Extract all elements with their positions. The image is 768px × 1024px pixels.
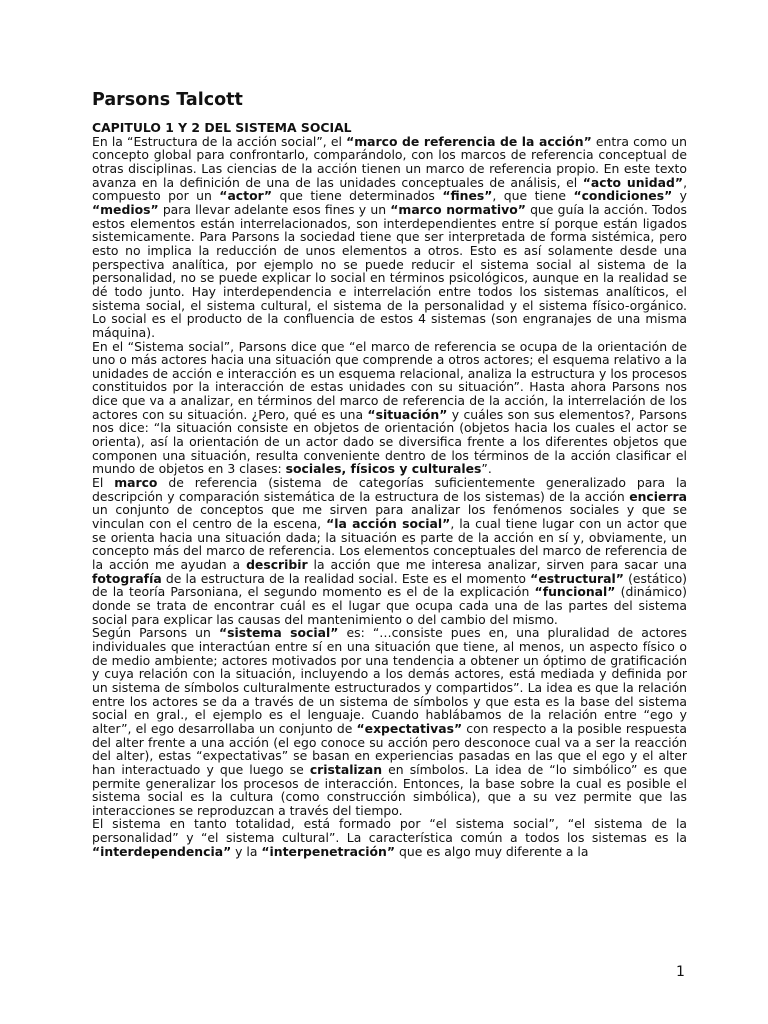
text-run: de referencia (sistema de categorías suficientemente generalizado para la descripción y comparación sistemática de la estructura de los sistemas) de la acción bbox=[92, 475, 687, 504]
text-run: El sistema en tanto totalidad, está formado por “el sistema social”, “el sistema de la personalidad” y “el sistema cultural”. La característica común a todos los sistemas es la bbox=[92, 816, 687, 846]
bold-term: marco bbox=[114, 475, 158, 491]
text-run: , la cual tiene lugar con un actor que se orienta hacia una situación dada; la situación es parte de la acción en sí y, obviamente, un concepto más del marco de referencia. Los elementos conceptuales del marco de referencia de la acción me ayudan a bbox=[92, 516, 687, 572]
text-run: es: “…consiste pues en, una pluralidad de actores individuales que interactúan entre sí en una situación que tiene, al menos, un aspecto físico o de medio ambiente; actores motivados por una tendencia a obtener un óptimo de gratificación y cuya relación con la situación, incluyendo a los demás actores, está mediada y definida por un sistema de símbolos culturalmente estructurados y compartidos”. La idea es que la relación entre los actores se da a través de un sistema de símbolos y que esta es la base del sistema social en gral., el ejemplo es el lenguaje. Cuando hablábamos de la relación entre “ego y alter”, el ego desarrollaba un conjunto de bbox=[92, 625, 688, 736]
bold-term: “situación” bbox=[367, 406, 448, 422]
paragraph bbox=[92, 340, 687, 477]
text-run: que guía la acción. Todos estos elementos están interrelacionados, son interdependientes entre sí porque están ligados sistemicamente. Para Parsons la sociedad tiene que ser interpretada de forma sistémica, pero esto no implica la reducción de unos elementos a otros. Esto es así solamente desde una perspectiva analítica, por ejemplo no se puede reducir el sistema social al sistema de la personalidad, no se puede explicar lo social en términos psicológicos, aunque en la realidad se dé todo junto. Hay interdependencia e interrelación entre todos los sistemas analíticos, el sistema social, el sistema cultural, el sistema de la personalidad y el sistema físico-orgánico. Lo social es el producto de la confluencia de estos 4 sistemas (son engranajes de una misma máquina). bbox=[92, 201, 687, 340]
text-run: En la “Estructura de la acción social”, el bbox=[92, 133, 347, 149]
text-run: para llevar adelante esos fines y un bbox=[158, 201, 391, 217]
page-number: 1 bbox=[676, 964, 685, 980]
text-run: en símbolos. La idea de “lo simbólico” es que permite generalizar los procesos de interacción. Entonces, la base sobre la cual es posible el sistema social es la cultura (como construcción simbólica), que a su vez permite que las interacciones se reproduzcan a través del tiempo. bbox=[92, 761, 688, 818]
text-run: y cuáles son sus elementos?, Parsons nos dice: “la situación consiste en objetos de orientación (objetos hacia los cuales el actor se orienta), así la orientación de un actor dado se diversifica frente a los diferentes objetos que componen una situación, resulta conveniente dentro de los términos de la acción clasificar el mundo de objetos en 3 clases: bbox=[92, 406, 687, 477]
bold-term: “medios” bbox=[92, 201, 159, 217]
text-run: , que tiene bbox=[492, 188, 574, 204]
paragraph bbox=[92, 817, 687, 858]
chapter-heading: CAPITULO 1 Y 2 DEL SISTEMA SOCIAL bbox=[92, 120, 352, 135]
bold-term: “actor” bbox=[219, 188, 273, 204]
bold-term: fotografía bbox=[92, 570, 162, 586]
text-run: y bbox=[672, 188, 688, 204]
text-run: y la bbox=[231, 843, 262, 859]
text-run: que tiene determinados bbox=[272, 188, 443, 204]
bold-term: “acto unidad” bbox=[582, 174, 684, 190]
text-run: que es algo muy diferente a la bbox=[395, 843, 589, 859]
bold-term: cristalizan bbox=[309, 761, 383, 777]
bold-term: “marco normativo” bbox=[390, 201, 526, 217]
paragraph bbox=[92, 135, 687, 340]
bold-term: “interpenetración” bbox=[261, 843, 396, 859]
text-run: un conjunto de conceptos que me sirven para analizar los fenómenos sociales y que se vinculan con el centro de la escena, bbox=[92, 502, 687, 532]
text-run: , compuesto por un bbox=[92, 174, 688, 204]
text-run: El bbox=[92, 475, 115, 491]
bold-term: “marco de referencia de la acción” bbox=[346, 133, 592, 149]
text-run: ”. bbox=[481, 461, 492, 477]
bold-term: describir bbox=[246, 557, 308, 572]
text-run: la acción que me interesa analizar, sirven para sacar una bbox=[307, 557, 688, 572]
bold-term: encierra bbox=[629, 488, 687, 504]
bold-term: “estructural” bbox=[530, 570, 624, 586]
text-run: (estático) de la teoría Parsoniana, el segundo momento es el de la explicación bbox=[92, 570, 687, 600]
document-title: Parsons Talcott bbox=[92, 90, 243, 110]
bold-term: “condiciones” bbox=[573, 188, 673, 204]
text-run: Según Parsons un bbox=[92, 625, 219, 641]
bold-term: sociales, físicos y culturales bbox=[285, 461, 482, 477]
text-run: con respecto a la posible respuesta del alter frente a una acción (el ego conoce su acción pero desconoce cual va a ser la reacción del alter), estas “expectativas” se basan en experiencias pasadas en las que el ego y el alter han interactuado y que luego se bbox=[92, 720, 687, 777]
paragraph bbox=[92, 476, 687, 626]
bold-term: “fines” bbox=[442, 188, 493, 204]
bold-term: “sistema social” bbox=[218, 625, 339, 641]
text-run: (dinámico) donde se trata de encontrar cuál es el lugar que ocupa cada una de las partes del sistema social para explicar las causas del mantenimiento o del cambio del mismo. bbox=[92, 584, 687, 627]
text-run: de la estructura de la realidad social. Este es el momento bbox=[161, 570, 531, 586]
text-run: entra como un concepto global para confrontarlo, comparándolo, con los marcos de referencia conceptual de otras disciplinas. Las ciencias de la acción tienen un marco de referencia propio. En este texto avanza en la definición de una de las unidades conceptuales de análisis, el bbox=[92, 133, 687, 190]
bold-term: “la acción social” bbox=[326, 516, 451, 532]
bold-term: “interdependencia” bbox=[92, 843, 232, 859]
paragraph bbox=[92, 626, 687, 817]
bold-term: “expectativas” bbox=[356, 720, 463, 736]
text-run: En el “Sistema social”, Parsons dice que “el marco de referencia se ocupa de la orientación de uno o más actores hacia una situación que comprende a otros actores; el esquema relativo a la unidades de acción e interacción es un esquema relacional, analiza la estructura y los procesos constituidos por la interacción de estas unidades con su situación”. Hasta ahora Parsons nos dice que va a analizar, en términos del marco de referencia de la acción, la interrelación de los actores con su situación. ¿Pero, qué es una bbox=[92, 338, 687, 422]
bold-term: “funcional” bbox=[534, 584, 616, 600]
document-body bbox=[92, 121, 687, 858]
